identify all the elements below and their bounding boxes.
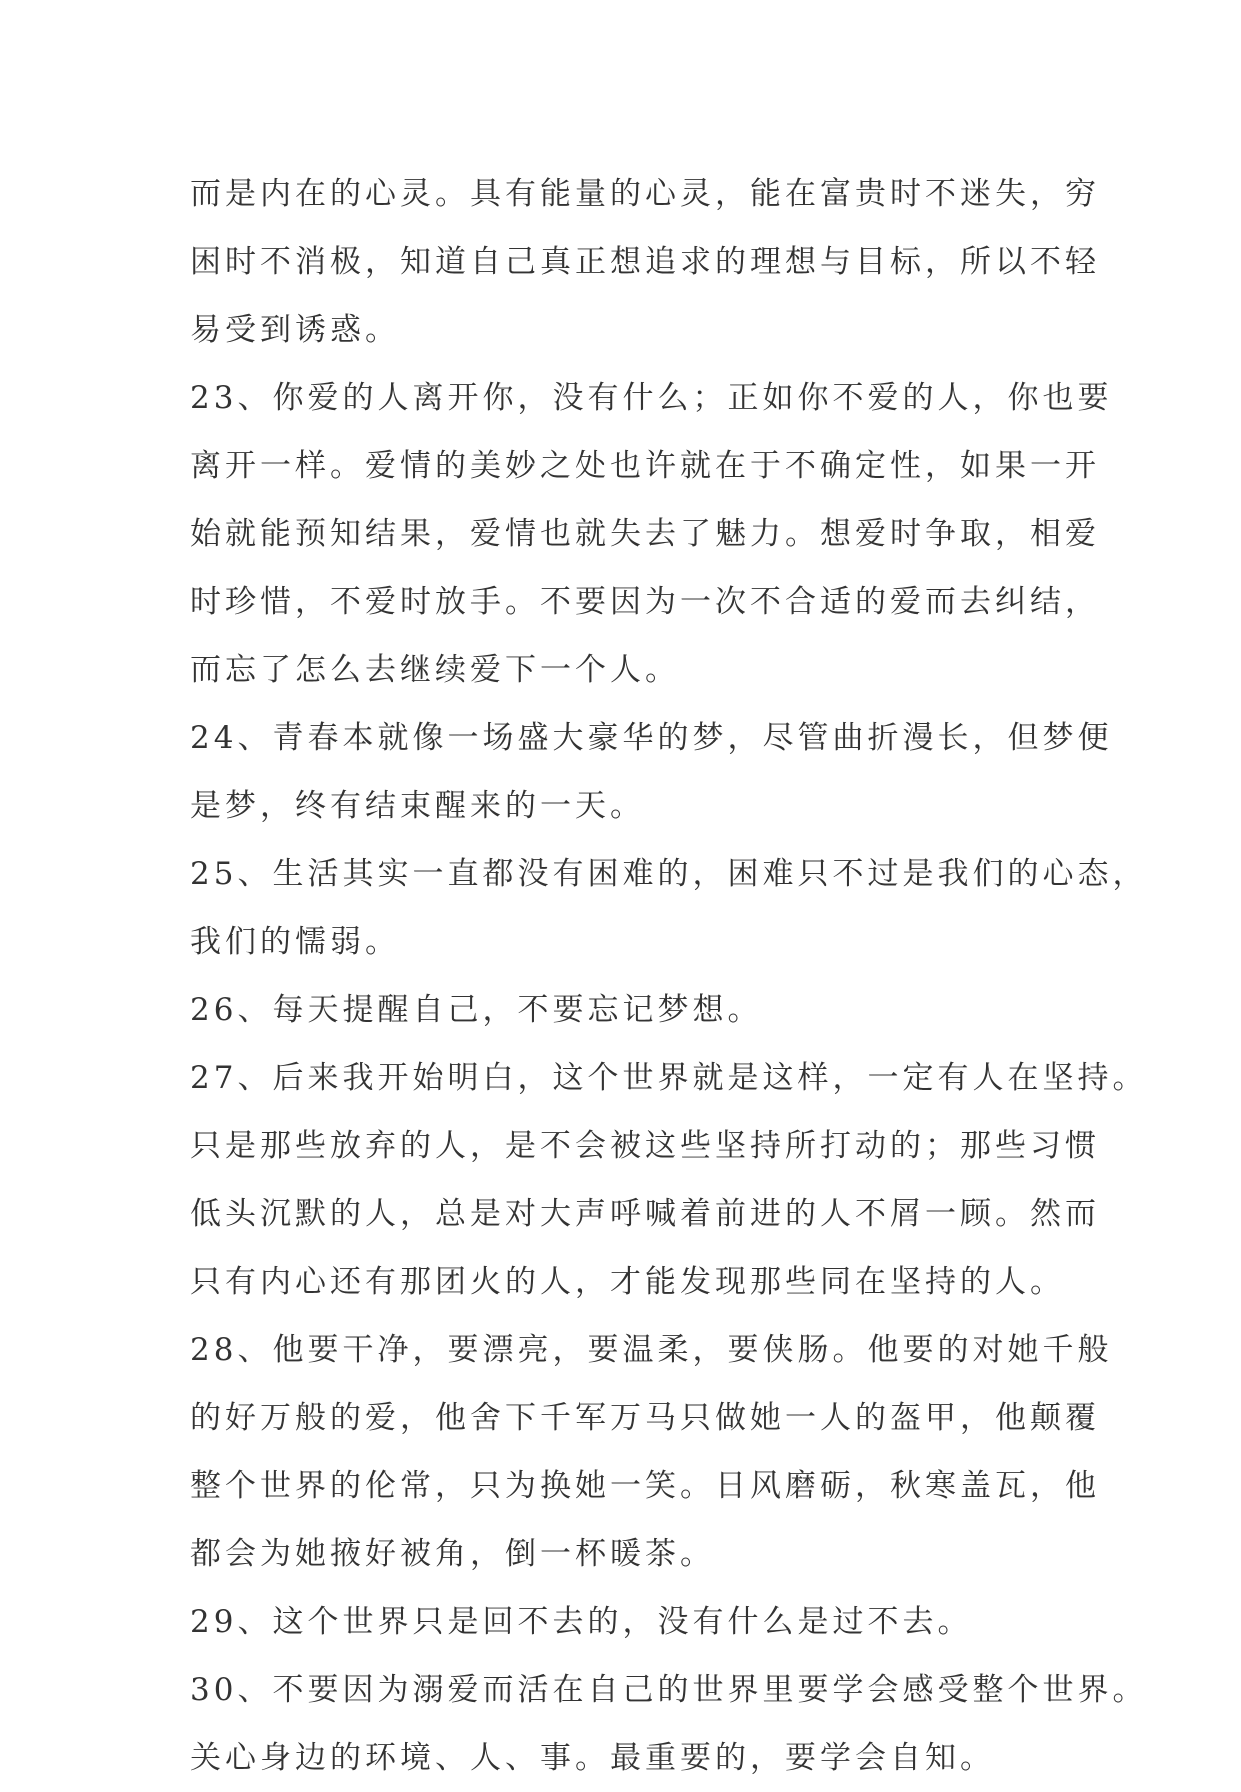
text-line: 关心身边的环境、人、事。最重要的，要学会自知。 (190, 1740, 995, 1776)
text-line: 整个世界的伦常，只为换她一笑。日风磨砺，秋寒盖瓦，他 (190, 1468, 1100, 1504)
text-line: 困时不消极，知道自己真正想追求的理想与目标，所以不轻 (190, 244, 1100, 280)
text-line: 而是内在的心灵。具有能量的心灵，能在富贵时不迷失，穷 (190, 176, 1100, 212)
text-line: 30、不要因为溺爱而活在自己的世界里要学会感受整个世界。 (190, 1672, 1148, 1708)
text-line: 始就能预知结果，爱情也就失去了魅力。想爱时争取，相爱 (190, 516, 1100, 552)
text-line: 27、后来我开始明白，这个世界就是这样，一定有人在坚持。 (190, 1060, 1148, 1096)
text-line: 低头沉默的人，总是对大声呼喊着前进的人不屑一顾。然而 (190, 1196, 1100, 1232)
text-line: 时珍惜，不爱时放手。不要因为一次不合适的爱而去纠结， (190, 584, 1100, 620)
text-line: 都会为她掖好被角，倒一杯暖茶。 (190, 1536, 715, 1572)
text-line: 28、他要干净，要漂亮，要温柔，要侠肠。他要的对她千般 (190, 1332, 1113, 1368)
text-line: 是梦，终有结束醒来的一天。 (190, 788, 645, 824)
text-line: 的好万般的爱，他舍下千军万马只做她一人的盔甲，他颠覆 (190, 1400, 1100, 1436)
text-line: 只是那些放弃的人，是不会被这些坚持所打动的；那些习惯 (190, 1128, 1100, 1164)
text-line: 24、青春本就像一场盛大豪华的梦，尽管曲折漫长，但梦便 (190, 720, 1113, 756)
text-line: 23、你爱的人离开你，没有什么；正如你不爱的人，你也要 (190, 380, 1113, 416)
text-line: 29、这个世界只是回不去的，没有什么是过不去。 (190, 1604, 973, 1640)
text-line: 而忘了怎么去继续爱下一个人。 (190, 652, 680, 688)
text-line: 我们的懦弱。 (190, 924, 400, 960)
text-line: 26、每天提醒自己，不要忘记梦想。 (190, 992, 763, 1028)
text-line: 只有内心还有那团火的人，才能发现那些同在坚持的人。 (190, 1264, 1065, 1300)
text-line: 25、生活其实一直都没有困难的，困难只不过是我们的心态， (190, 856, 1148, 892)
text-line: 离开一样。爱情的美妙之处也许就在于不确定性，如果一开 (190, 448, 1100, 484)
document-body (190, 160, 1148, 1792)
text-line: 易受到诱惑。 (190, 312, 400, 348)
